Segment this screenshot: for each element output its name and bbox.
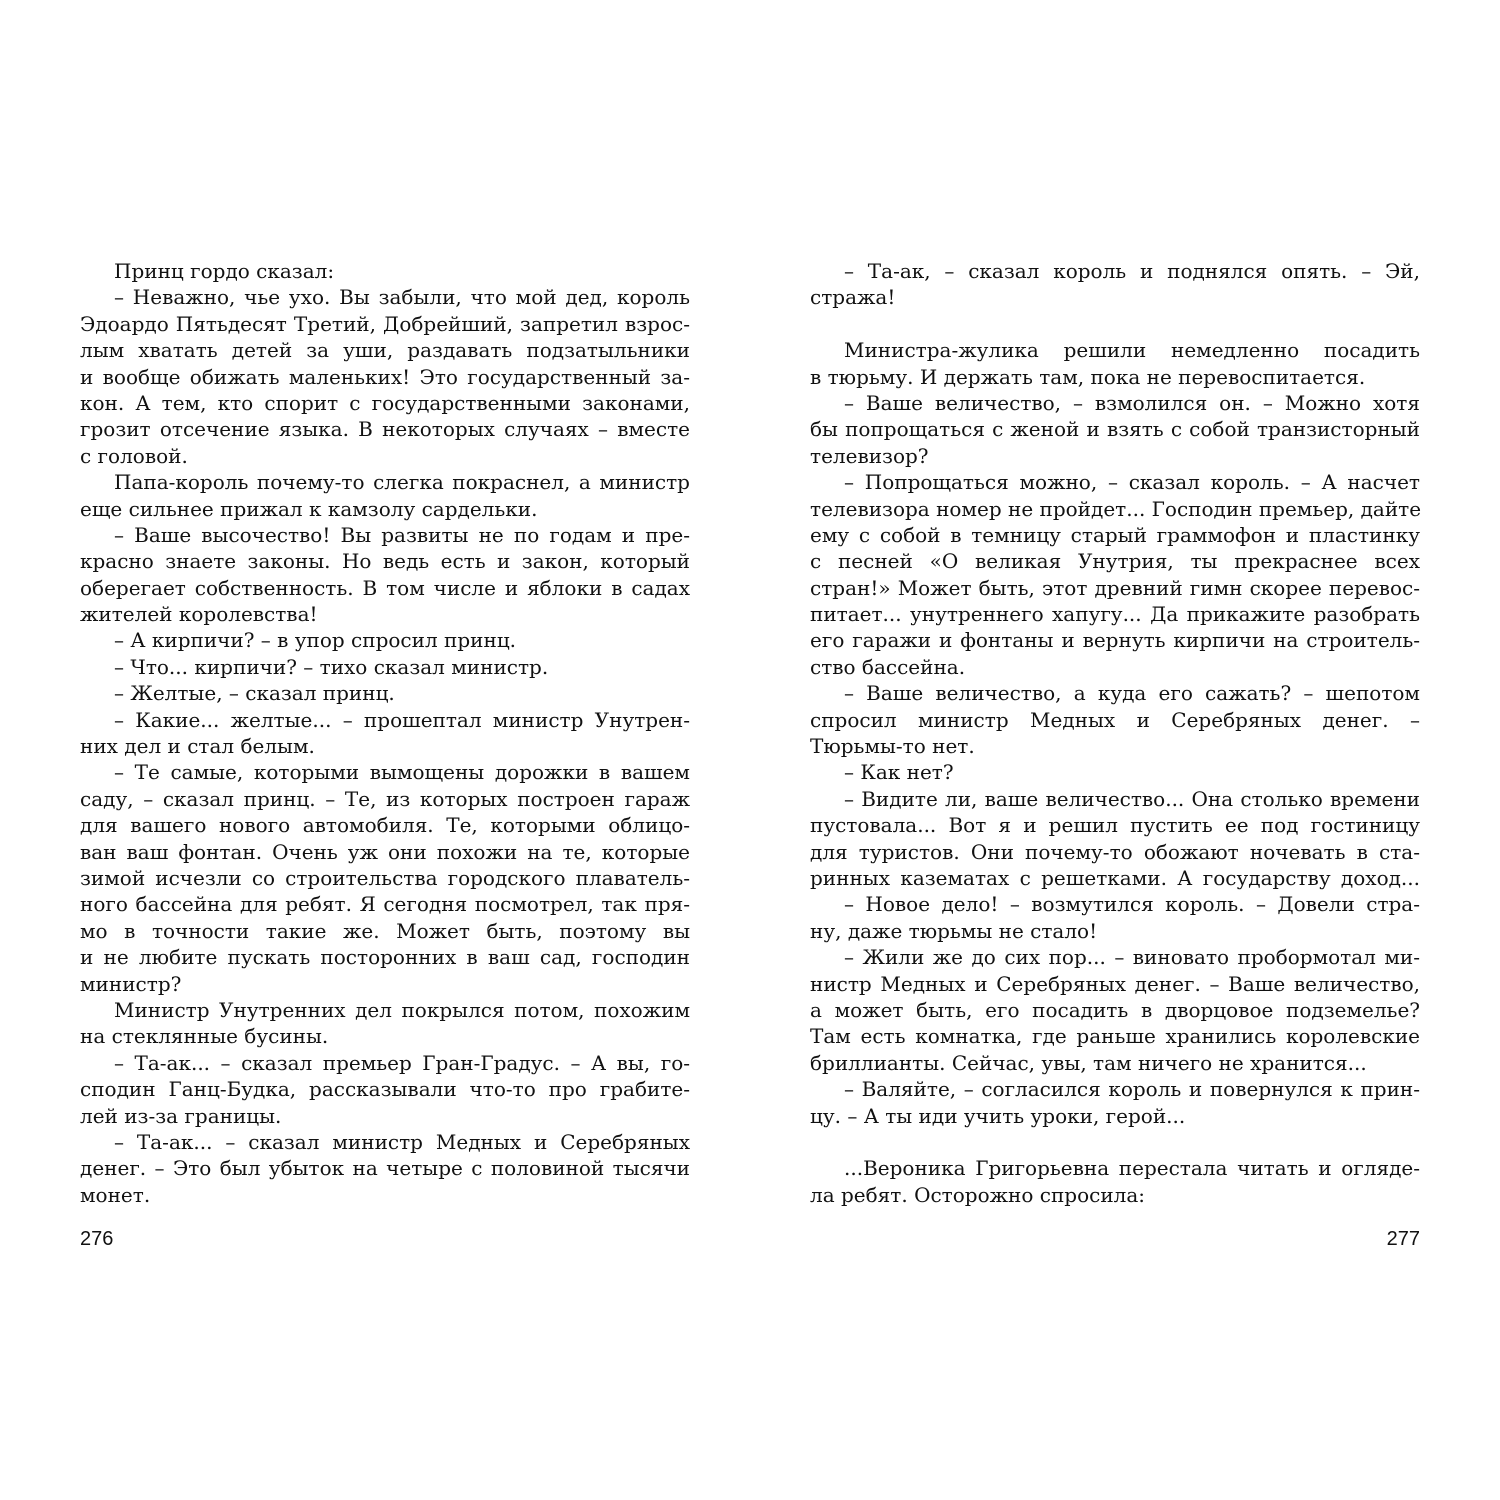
text-line: ла ребят. Осторожно спросила: [810,1182,1146,1207]
text-line: – Ваше величество, а куда его сажать? – шепотом [844,681,1420,706]
text-line: питает... унутреннего хапугу... Да прикажите разобрать [810,602,1420,627]
text-line: с головой. [80,443,188,468]
text-line: кон. А тем, кто спорит с государственными законами, [80,390,690,415]
left-page-number: 276 [80,1228,114,1250]
text-line: для туристов. Они почему-то обожают ночевать в ста- [810,839,1420,864]
text-line: лей из-за границы. [80,1103,282,1128]
text-line: – Что... кирпичи? – тихо сказал министр. [114,654,549,679]
text-line: Министра-жулика решили немедленно посадить [844,338,1420,363]
text-line: – Та-ак... – сказал министр Медных и Серебряных [114,1129,690,1154]
text-line: – Новое дело! – возмутился король. – Довели стра- [844,892,1420,917]
text-line: ну, даже тюрьмы не стало! [810,918,1098,943]
text-line: – Жили же до сих пор... – виновато пробормотал ми- [844,945,1420,970]
text-line: ного бассейна для ребят. Я сегодня посмотрел, так пря- [80,892,690,917]
text-line: них дел и стал белым. [80,734,315,759]
text-line: мо в точности такие же. Может быть, поэтому вы [80,918,690,943]
text-line: ...Вероника Григорьевна перестала читать и огляде- [844,1156,1420,1181]
text-line: еще сильнее прижал к камзолу сардельки. [80,496,538,521]
text-line: – Желтые, – сказал принц. [114,681,395,706]
text-line: – А кирпичи? – в упор спросил принц. [114,628,517,653]
text-line: сподин Ганц-Будка, рассказывали что-то про грабите- [80,1077,690,1102]
text-line [810,1129,1420,1155]
left-page-text [80,258,690,1208]
text-line: оберегает собственность. В том числе и яблоки в садах [80,575,690,600]
text-line: Принц гордо сказал: [114,259,335,283]
text-line: Эдоардо Пятьдесят Третий, Добрейший, запретил взрос- [80,311,690,336]
text-line: министр? [80,971,182,996]
text-line: денег. – Это был убыток на четыре с половиной тысячи [80,1156,690,1181]
text-line: грозит отсечение языка. В некоторых случаях – вместе [80,417,690,442]
text-line: на стеклянные бусины. [80,1024,329,1049]
text-line: Тюрьмы-то нет. [810,734,975,759]
text-line: и вообще обижать маленьких! Это государственный за- [80,364,690,389]
text-line: монет. [80,1182,151,1207]
text-line: а может быть, его посадить в дворцовое подземелье? [810,997,1420,1022]
text-line: жителей королевства! [80,602,318,627]
text-line: бриллианты. Сейчас, увы, там ничего не хранится... [810,1050,1367,1075]
text-line: ван ваш фонтан. Очень уж они похожи на те, которые [80,839,690,864]
right-page-number: 277 [1386,1228,1420,1250]
text-line: стран!» Может быть, этот древний гимн скорее перевос- [810,575,1420,600]
text-line: Там есть комнатка, где раньше хранились королевские [810,1024,1420,1049]
text-line: для вашего нового автомобиля. Те, которыми облицо- [80,813,690,838]
text-line: ему с собой в темницу старый граммофон и пластинку [810,522,1420,547]
text-line: бы попрощаться с женой и взять с собой транзисторный [810,417,1420,442]
text-line: спросил министр Медных и Серебряных денег. – [810,707,1420,732]
text-line: телевизор? [810,443,929,468]
text-line: – Валяйте, – согласился король и повернулся к прин- [844,1077,1420,1102]
right-page-text [810,258,1420,1208]
text-line: – Неважно, чье ухо. Вы забыли, что мой дед, король [114,285,690,310]
text-line: с песней «О великая Унутрия, ты прекраснее всех [810,549,1420,574]
text-line: зимой исчезли со строительства городского плаватель- [80,865,690,890]
text-line: ство бассейна. [810,654,966,679]
text-line: и не любите пускать посторонних в ваш сад, господин [80,945,690,970]
text-line: – Ваше величество, – взмолился он. – Можно хотя [844,390,1420,415]
text-line: – Та-ак, – сказал король и поднялся опять. – Эй, [844,259,1420,283]
text-line: саду, – сказал принц. – Те, из которых построен гараж [80,786,690,811]
text-line: в тюрьму. И держать там, пока не перевоспитается. [810,364,1366,389]
text-line: Министр Унутренних дел покрылся потом, похожим [114,997,690,1022]
text-line: пустовала... Вот я и решил пустить ее под гостиницу [810,813,1420,838]
text-line: красно знаете законы. Но ведь есть и закон, который [80,549,690,574]
text-line: его гаражи и фонтаны и вернуть кирпичи на строитель- [810,628,1420,653]
text-line: лым хватать детей за уши, раздавать подзатыльники [80,338,690,363]
text-line: стража! [810,285,896,310]
text-line: – Какие... желтые... – прошептал министр Унутрен- [114,707,690,732]
text-line: цу. – А ты иди учить уроки, герой... [810,1103,1186,1128]
text-line: ринных казематах с решетками. А государству доход... [810,865,1420,890]
text-line: – Как нет? [844,760,954,785]
text-line [810,311,1420,337]
text-line: – Попрощаться можно, – сказал король. – А насчет [844,470,1420,495]
text-line: нистр Медных и Серебряных денег. – Ваше величество, [810,971,1420,996]
text-line: – Те самые, которыми вымощены дорожки в вашем [114,760,690,785]
text-line: – Та-ак... – сказал премьер Гран-Градус. – А вы, го- [114,1050,690,1075]
text-line: телевизора номер не пройдет... Господин премьер, дайте [810,496,1422,521]
text-line: – Ваше высочество! Вы развиты не по годам и пре- [114,522,690,547]
text-line: Папа-король почему-то слегка покраснел, а министр [114,470,690,495]
text-line: – Видите ли, ваше величество... Она столько времени [844,786,1420,811]
